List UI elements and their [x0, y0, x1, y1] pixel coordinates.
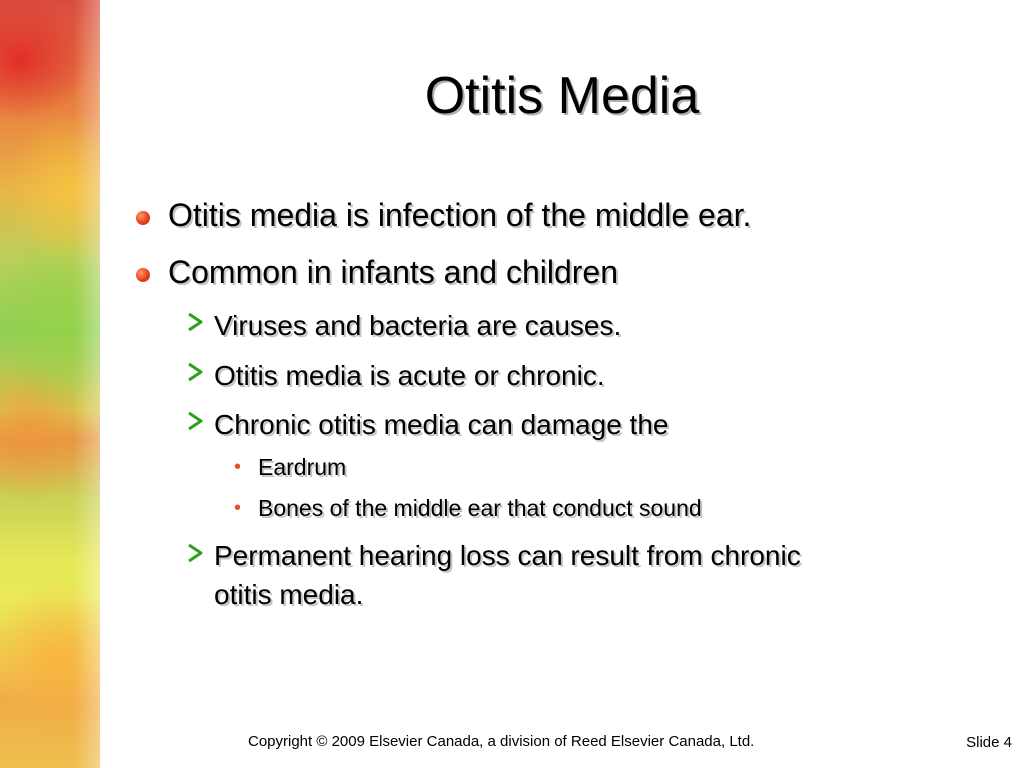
bullet-level2-text: Viruses and bacteria are causes. [214, 310, 622, 341]
copyright-footer: Copyright © 2009 Elsevier Canada, a division of Reed Elsevier Canada, Ltd. [248, 733, 755, 750]
bullet-level2-text-continued: otitis media. [214, 579, 364, 610]
bullet-dot-icon [136, 268, 150, 282]
bullet-level1-text: Otitis media is infection of the middle ear. [168, 197, 752, 233]
arrow-bullet-icon [185, 542, 207, 564]
small-dot-bullet-icon: • [234, 497, 242, 519]
bullet-level3-text: Bones of the middle ear that conduct sound [258, 495, 702, 521]
slide-title: Otitis Media [424, 67, 700, 125]
arrow-bullet-icon [185, 361, 207, 383]
bullet-level2-text: Permanent hearing loss can result from chronic [214, 540, 801, 571]
bullet-level2-text: Otitis media is acute or chronic. [214, 360, 605, 391]
arrow-bullet-icon [185, 311, 207, 333]
slide-number: Slide 4 [966, 734, 1012, 751]
small-dot-bullet-icon: • [234, 456, 242, 478]
bullet-level3-text: Eardrum [258, 454, 347, 480]
bullet-dot-icon [136, 211, 150, 225]
bullet-level2-text: Chronic otitis media can damage the [214, 409, 669, 440]
bullet-level1-text: Common in infants and children [168, 254, 619, 290]
arrow-bullet-icon [185, 410, 207, 432]
